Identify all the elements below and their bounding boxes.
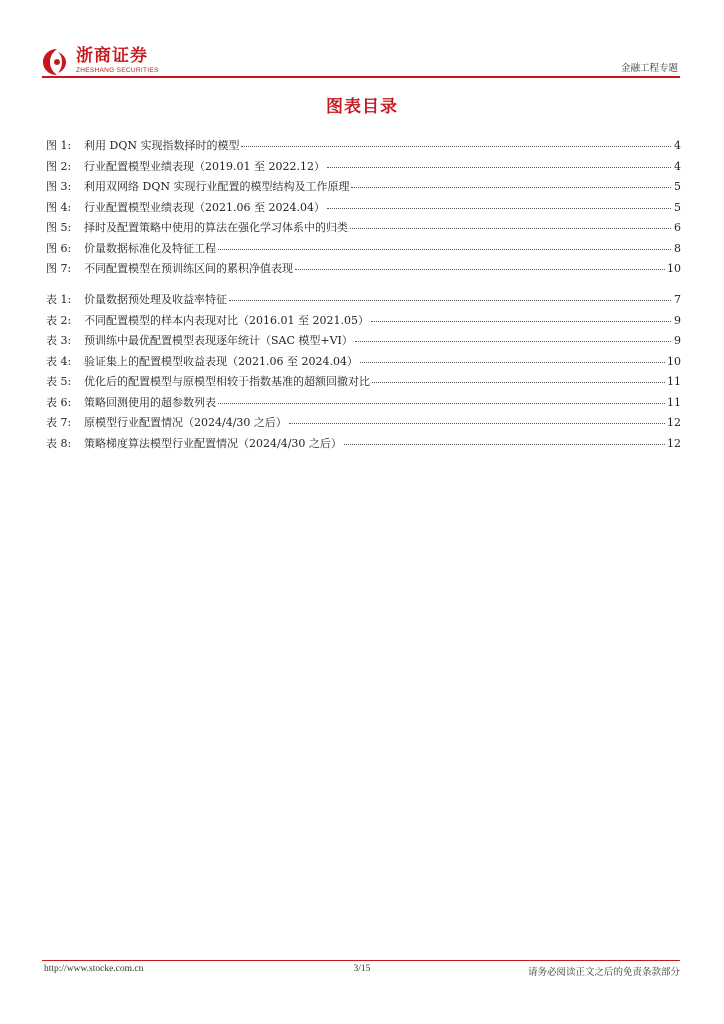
toc-entry-title: 利用 DQN 实现指数择时的模型 [84, 139, 240, 152]
toc-entry[interactable] [46, 157, 681, 178]
toc-entry[interactable] [46, 290, 681, 311]
page-title: 图表目录 [326, 97, 398, 117]
toc-entry-page: 6 [674, 221, 681, 234]
toc-entry-label: 图 3: [46, 180, 72, 193]
toc-entry[interactable] [46, 136, 681, 157]
toc-entry-page: 8 [674, 241, 681, 255]
toc-entry-title: 价量数据标准化及特征工程 [84, 241, 216, 255]
toc-entry-page: 7 [674, 293, 681, 306]
toc-leader-dots [344, 444, 665, 445]
brand-name-cn: 浙商证券 [76, 46, 148, 66]
toc-entry-label: 表 7: [46, 416, 72, 429]
toc-entry-page: 12 [667, 416, 681, 429]
footer-disclaimer: 请务必阅读正文之后的免责条款部分 [527, 967, 680, 978]
toc-entry-page: 4 [674, 159, 681, 173]
toc-entry-title: 策略回测使用的超参数列表 [84, 395, 216, 409]
toc-entry-label: 图 5: [46, 221, 72, 234]
toc-entry-page: 10 [667, 354, 681, 368]
brand-name-en: ZHESHANG SECURITIES [76, 67, 159, 74]
toc-leader-dots [289, 423, 665, 424]
toc-entry-label: 表 4: [46, 354, 72, 368]
toc-entry-label: 图 2: [46, 159, 72, 173]
toc-entry-label: 图 6: [46, 241, 72, 255]
toc-entry[interactable] [46, 372, 681, 393]
toc-entry-label: 表 1: [46, 293, 72, 306]
toc-entry-label: 表 6: [46, 395, 72, 409]
toc-leader-dots [355, 341, 671, 342]
toc-entry-title: 利用双网络 DQN 实现行业配置的模型结构及工作原理 [84, 180, 350, 193]
toc-entry-page: 11 [667, 395, 681, 409]
toc-leader-dots [351, 187, 671, 188]
toc-entry-title: 不同配置模型的样本内表现对比（2016.01 至 2021.05） [84, 313, 369, 327]
toc-entry-title: 行业配置模型业绩表现（2021.06 至 2024.04） [84, 200, 325, 214]
toc-entry-label: 表 8: [46, 436, 72, 450]
toc-leader-dots [360, 362, 665, 363]
toc-entry-label: 表 3: [46, 334, 72, 347]
toc-leader-dots [350, 228, 671, 229]
toc-entry-title: 预训练中最优配置模型表现逐年统计（SAC 模型+VI） [84, 334, 353, 347]
toc-entry[interactable] [46, 413, 681, 434]
toc-entry-title: 原模型行业配置情况（2024/4/30 之后） [84, 416, 287, 429]
toc-entry[interactable] [46, 177, 681, 198]
toc-entry-title: 行业配置模型业绩表现（2019.01 至 2022.12） [84, 159, 325, 173]
toc-entry-page: 10 [667, 262, 681, 275]
toc-entry-page: 12 [667, 436, 681, 450]
toc-leader-dots [218, 403, 665, 404]
toc-leader-dots [218, 249, 671, 250]
toc-entry[interactable] [46, 218, 681, 239]
toc-entry[interactable] [46, 239, 681, 260]
toc-entry[interactable] [46, 259, 681, 280]
toc-entry[interactable] [46, 352, 681, 373]
toc-leader-dots [372, 382, 665, 383]
toc-entry-page: 11 [667, 375, 681, 388]
toc-entry-title: 策略梯度算法模型行业配置情况（2024/4/30 之后） [84, 436, 342, 450]
footer-divider [42, 960, 680, 961]
toc-entry-title: 验证集上的配置模型收益表现（2021.06 至 2024.04） [84, 354, 358, 368]
toc-entry-label: 图 4: [46, 200, 72, 214]
toc-entry[interactable] [46, 434, 681, 455]
toc-entry[interactable] [46, 311, 681, 332]
toc-leader-dots [241, 146, 671, 147]
table-list [46, 290, 681, 454]
page-header [42, 44, 680, 78]
toc-entry-page: 4 [674, 139, 681, 152]
toc-entry-label: 表 5: [46, 375, 72, 388]
toc-entry-label: 图 7: [46, 262, 72, 275]
toc-entry[interactable] [46, 331, 681, 352]
toc-leader-dots [371, 321, 671, 322]
toc-entry-page: 5 [674, 180, 681, 193]
toc-leader-dots [327, 208, 671, 209]
toc-leader-dots [295, 269, 665, 270]
toc-entry-title: 不同配置模型在预训练区间的累积净值表现 [84, 262, 293, 275]
page-number: 3/15 [353, 964, 371, 974]
toc-entry-label: 图 1: [46, 139, 72, 152]
header-divider [42, 76, 680, 78]
toc-entry-page: 9 [674, 334, 681, 347]
toc-leader-dots [327, 167, 671, 168]
toc-entry-page: 5 [674, 200, 681, 214]
toc-entry-title: 价量数据预处理及收益率特征 [84, 293, 227, 306]
figure-list [46, 136, 681, 280]
toc-entry-title: 优化后的配置模型与原模型相较于指数基准的超额回撤对比 [84, 375, 370, 388]
toc-entry[interactable] [46, 393, 681, 414]
toc-entry-label: 表 2: [46, 313, 72, 327]
toc-entry-title: 择时及配置策略中使用的算法在强化学习体系中的归类 [84, 221, 348, 234]
footer-url[interactable]: http://www.stocke.com.cn [44, 964, 144, 974]
toc-leader-dots [229, 300, 671, 301]
toc-entry-page: 9 [674, 313, 681, 327]
section-label: 金融工程专题 [620, 63, 678, 74]
toc-entry[interactable] [46, 198, 681, 219]
zheshang-logo-icon [42, 48, 72, 76]
